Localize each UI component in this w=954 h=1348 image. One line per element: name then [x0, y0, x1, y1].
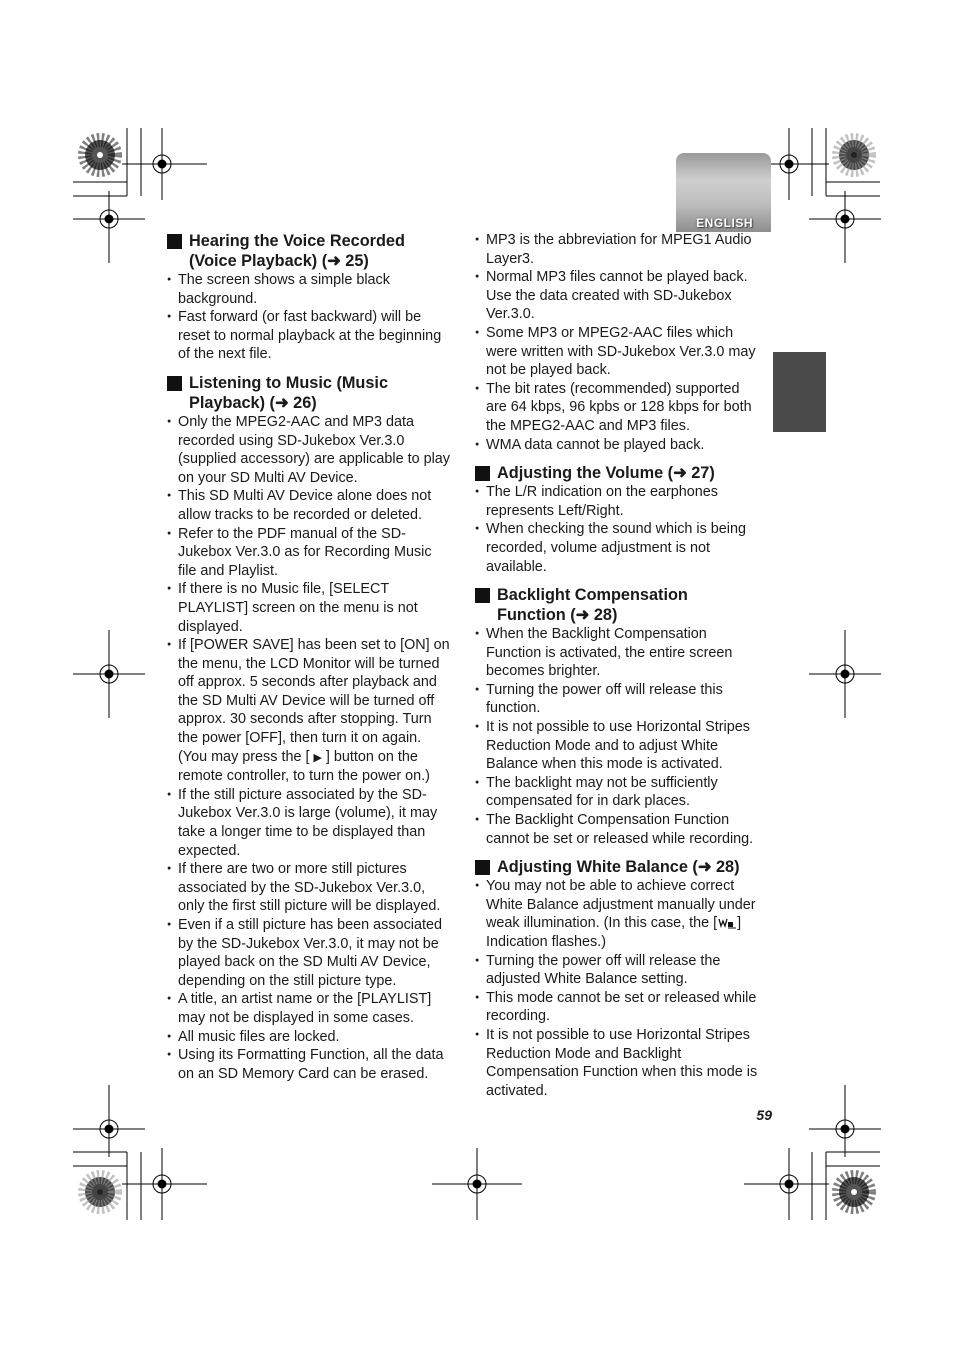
- list-item: ● The screen shows a simple black background.: [167, 271, 453, 308]
- list-item: ● This mode cannot be set or released while recording.: [475, 989, 761, 1026]
- list-item: ● MP3 is the abbreviation for MPEG1 Audio Layer3.: [475, 231, 761, 268]
- left-column: [167, 231, 453, 1092]
- section-heading: Adjusting White Balance (➜ 28): [475, 857, 761, 877]
- section-music-playback: [167, 373, 453, 1083]
- heading-square-icon: [475, 588, 490, 603]
- list-item: ● WMA data cannot be played back.: [475, 436, 761, 455]
- language-tab-label: ENGLISH: [696, 216, 753, 230]
- list-item: ● A title, an artist name or the [PLAYLIST] may not be displayed in some cases.: [167, 990, 453, 1027]
- list-item: ● All music files are locked.: [167, 1028, 453, 1047]
- list-item: ● The L/R indication on the earphones represents Left/Right.: [475, 483, 761, 520]
- list-item: ● When the Backlight Compensation Function is activated, the entire screen becomes brighter.: [475, 625, 761, 681]
- play-button-icon: ▶: [313, 751, 322, 764]
- list-item-wb-manual: ● You may not be able to achieve correct White Balance adjustment manually under weak illumination. (In this case, the [ ] Indication flashes.): [475, 877, 761, 951]
- heading-square-icon: [167, 234, 182, 249]
- list-item-power-save: ● If [POWER SAVE] has been set to [ON] on the menu, the LCD Monitor will be turned off approx. 5 seconds after playback and the SD Multi AV Device will be turned off approx. 30 seconds after stopping. Turn the power [OFF], then turn it on again. (You may press the [ ▶ ] button on the remote controller, to turn the power on.): [167, 636, 453, 786]
- list-item: ● Even if a still picture has been associated by the SD-Jukebox Ver.3.0, it may not be played back on the SD Multi AV Device, depending on the still picture type.: [167, 916, 453, 990]
- white-balance-icon: [717, 915, 737, 929]
- list-item: ● Refer to the PDF manual of the SD-Jukebox Ver.3.0 as for Recording Music file and Playlist.: [167, 525, 453, 581]
- list-item: ● It is not possible to use Horizontal Stripes Reduction Mode and Backlight Compensation Function when this mode is activated.: [475, 1026, 761, 1100]
- heading-square-icon: [475, 466, 490, 481]
- section-white-balance: [475, 857, 761, 1100]
- list-item: ● Some MP3 or MPEG2-AAC files which were written with SD-Jukebox Ver.3.0 may not be played back.: [475, 324, 761, 380]
- section-voice-playback: [167, 231, 453, 364]
- list-item: ● If the still picture associated by the SD-Jukebox Ver.3.0 is large (volume), it may take a longer time to be displayed than expected.: [167, 786, 453, 860]
- list-item: ● The bit rates (recommended) supported are 64 kbps, 96 kpbs or 128 kbps for both the MPEG2-AAC and MP3 files.: [475, 380, 761, 436]
- page-number: 59: [756, 1107, 772, 1123]
- chapter-side-tab: [773, 352, 826, 432]
- list-item: ● When checking the sound which is being recorded, volume adjustment is not available.: [475, 520, 761, 576]
- heading-square-icon: [475, 860, 490, 875]
- list-item: ● The Backlight Compensation Function cannot be set or released while recording.: [475, 811, 761, 848]
- list-item: ● Using its Formatting Function, all the data on an SD Memory Card can be erased.: [167, 1046, 453, 1083]
- section-volume: [475, 463, 761, 576]
- section-heading: Adjusting the Volume (➜ 27): [475, 463, 761, 483]
- list-item: ● Normal MP3 files cannot be played back. Use the data created with SD-Jukebox Ver.3.0.: [475, 268, 761, 324]
- list-item: ● It is not possible to use Horizontal Stripes Reduction Mode and to adjust White Balance when this mode is activated.: [475, 718, 761, 774]
- section-mp3-notes: [475, 231, 761, 454]
- section-heading: Hearing the Voice Recorded (Voice Playback) (➜ 25): [167, 231, 453, 271]
- list-item: ● Turning the power off will release this function.: [475, 681, 761, 718]
- list-item: ● The backlight may not be sufficiently compensated for in dark places.: [475, 774, 761, 811]
- list-item: ● If there are two or more still pictures associated by the SD-Jukebox Ver.3.0, only the first still picture will be displayed.: [167, 860, 453, 916]
- list-item: ● Only the MPEG2-AAC and MP3 data recorded using SD-Jukebox Ver.3.0 (supplied accessory) are applicable to play on your SD Multi AV Device.: [167, 413, 453, 487]
- right-column: [475, 231, 761, 1109]
- list-item: ● If there is no Music file, [SELECT PLAYLIST] screen on the menu is not displayed.: [167, 580, 453, 636]
- heading-square-icon: [167, 376, 182, 391]
- language-tab: [676, 153, 771, 232]
- section-heading: Backlight Compensation Function (➜ 28): [475, 585, 761, 625]
- section-heading: Listening to Music (Music Playback) (➜ 26): [167, 373, 453, 413]
- section-backlight: [475, 585, 761, 848]
- list-item: ● This SD Multi AV Device alone does not allow tracks to be recorded or deleted.: [167, 487, 453, 524]
- list-item: ● Turning the power off will release the adjusted White Balance setting.: [475, 952, 761, 989]
- list-item: ● Fast forward (or fast backward) will be reset to normal playback at the beginning of the next file.: [167, 308, 453, 364]
